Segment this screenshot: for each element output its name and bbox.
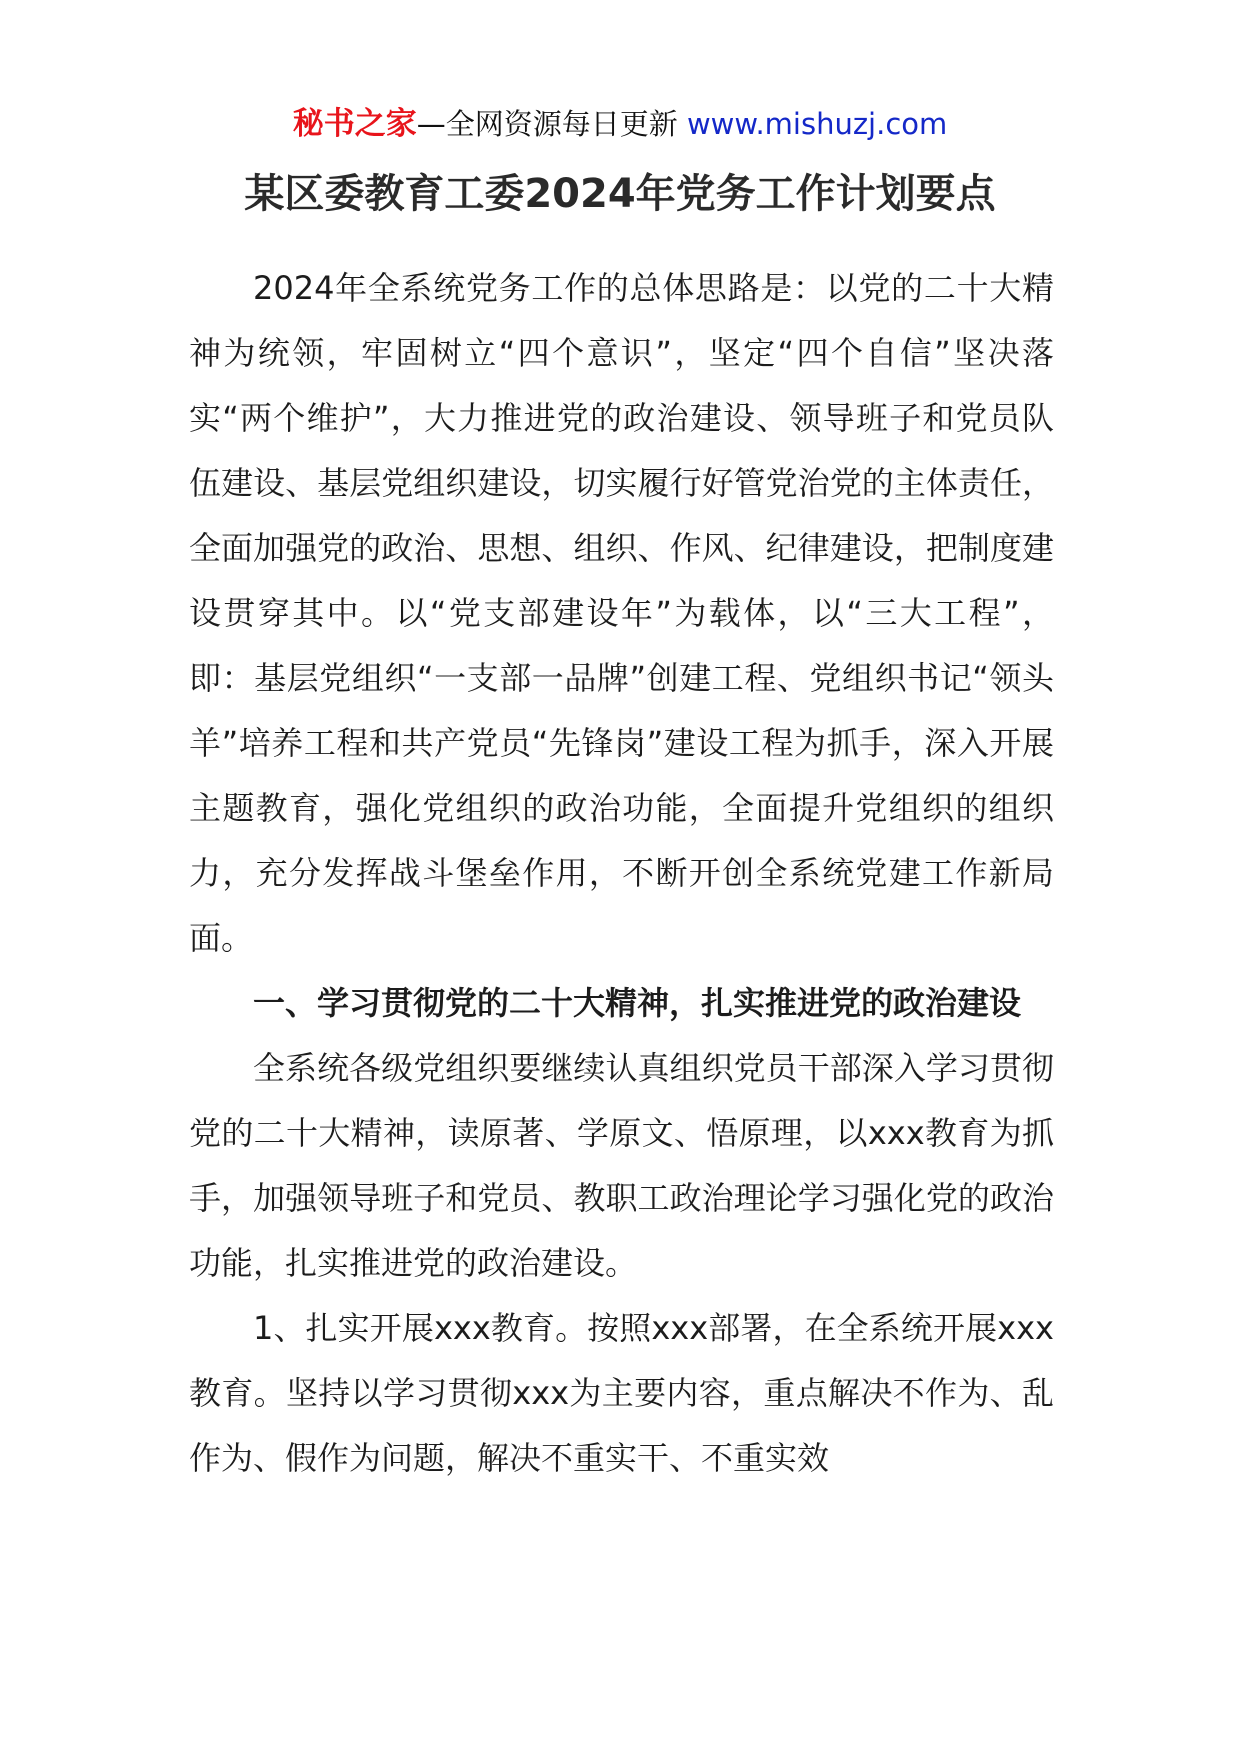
brand-name: 秘书之家 bbox=[292, 106, 417, 142]
item-1-paragraph: 1、扎实开展xxx教育。按照xxx部署，在全系统开展xxx教育。坚持以学习贯彻xxx为主要内容，重点解决不作为、乱作为、假作为问题，解决不重实干、不重实效 bbox=[189, 1309, 1054, 1477]
document-title: 某区委教育工委2024年党务工作计划要点 bbox=[244, 171, 996, 217]
document-body bbox=[189, 256, 1054, 1491]
site-url-link[interactable]: www.mishuzj.com bbox=[686, 107, 948, 141]
site-header bbox=[0, 104, 1240, 144]
section-1-paragraph: 全系统各级党组织要继续认真组织党员干部深入学习贯彻党的二十大精神，读原著、学原文、悟原理，以xxx教育为抓手，加强领导班子和党员、教职工政治理论学习强化党的政治功能，扎实推进党的政治建设。 bbox=[189, 1049, 1054, 1282]
section-heading-1: 一、学习贯彻党的二十大精神，扎实推进党的政治建设 bbox=[253, 984, 1022, 1022]
header-tagline: —全网资源每日更新 bbox=[416, 107, 678, 141]
intro-paragraph: 2024年全系统党务工作的总体思路是：以党的二十大精神为统领，牢固树立“四个意识”，坚定“四个自信”坚决落实“两个维护”，大力推进党的政治建设、领导班子和党员队伍建设、基层党组织建设，切实履行好管党治党的主体责任，全面加强党的政治、思想、组织、作风、纪律建设，把制度建设贯穿其中。以“党支部建设年”为载体，以“三大工程”，即：基层党组织“一支部一品牌”创建工程、党组织书记“领头羊”培养工程和共产党员“先锋岗”建设工程为抓手，深入开展主题教育，强化党组织的政治功能，全面提升党组织的组织力，充分发挥战斗堡垒作用，不断开创全系统党建工作新局面。 bbox=[189, 269, 1054, 957]
